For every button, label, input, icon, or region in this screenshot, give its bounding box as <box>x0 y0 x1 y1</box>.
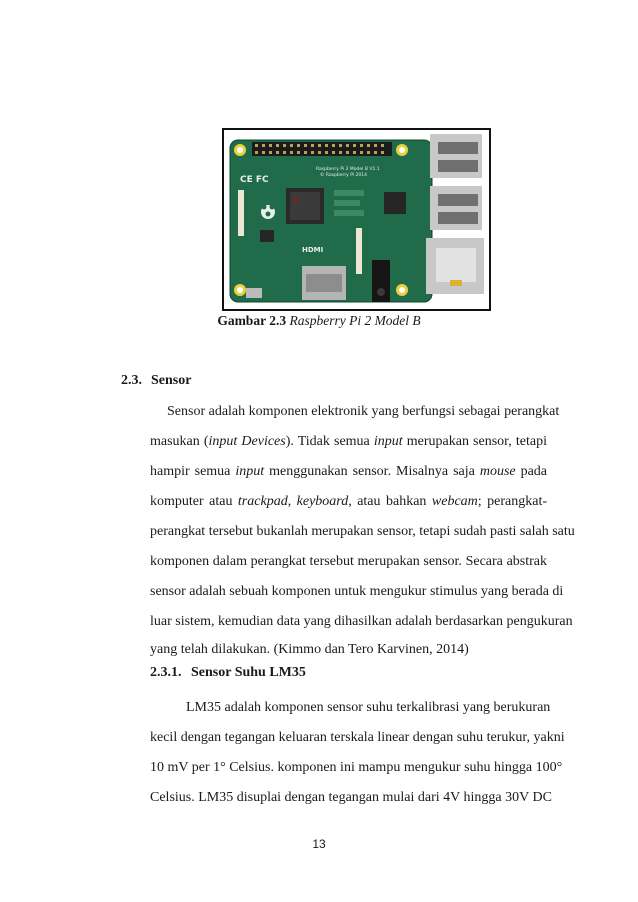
subsection-number: 2.3.1. <box>150 665 182 680</box>
paragraph-line: Celsius. LM35 disuplai dengan tegangan mulai dari 4V hingga 30V DC <box>150 790 552 805</box>
paragraph-line: LM35 adalah komponen sensor suhu terkalibrasi yang berukuran <box>186 700 551 715</box>
paragraph-line: komputer atau trackpad, keyboard, atau bahkan webcam; perangkat- <box>150 494 547 509</box>
subsection-title: Sensor Suhu LM35 <box>191 665 306 680</box>
paragraph-line: perangkat tersebut bukanlah merupakan sensor, tetapi sudah pasti salah satu <box>150 524 575 539</box>
caption-label: Gambar 2.3 <box>217 313 287 328</box>
paragraph-line: komponen dalam perangkat tersebut merupakan sensor. Secara abstrak <box>150 554 547 569</box>
section-heading <box>121 373 192 389</box>
paragraph-line: kecil dengan tegangan keluaran terskala linear dengan suhu terukur, yakni <box>150 730 565 745</box>
paragraph-line: luar sistem, kemudian data yang dihasilkan adalah berdasarkan pengukuran <box>150 614 573 629</box>
svg-text:CE FC: CE FC <box>240 175 269 185</box>
subsection-heading <box>150 665 306 681</box>
section-number: 2.3. <box>121 373 142 388</box>
section-title: Sensor <box>151 373 192 388</box>
paragraph-line: yang telah dilakukan. (Kimmo dan Tero Karvinen, 2014) <box>150 642 469 657</box>
svg-text:Raspberry Pi 2 Model B V1.1: Raspberry Pi 2 Model B V1.1 <box>316 167 380 172</box>
raspberry-pi-board-illustration <box>224 130 489 309</box>
caption-title: Raspberry Pi 2 Model B <box>289 313 421 328</box>
paragraph-line: sensor adalah sebuah komponen untuk mengukur stimulus yang berada di <box>150 584 564 599</box>
svg-text:© Raspberry Pi 2014: © Raspberry Pi 2014 <box>320 173 368 178</box>
svg-text:HDMI: HDMI <box>302 246 324 254</box>
figure-image <box>222 128 491 311</box>
paragraph-line: masukan (input Devices). Tidak semua input merupakan sensor, tetapi <box>150 434 547 449</box>
paragraph-line: 10 mV per 1° Celsius. komponen ini mampu mengukur suhu hingga 100° <box>150 760 563 775</box>
figure-caption <box>0 313 638 329</box>
page-number: 13 <box>312 837 326 851</box>
paragraph-line: Sensor adalah komponen elektronik yang berfungsi sebagai perangkat <box>167 404 560 419</box>
paragraph-line: hampir semua input menggunakan sensor. Misalnya saja mouse pada <box>150 464 547 479</box>
raspberry-logo-icon <box>261 205 275 220</box>
